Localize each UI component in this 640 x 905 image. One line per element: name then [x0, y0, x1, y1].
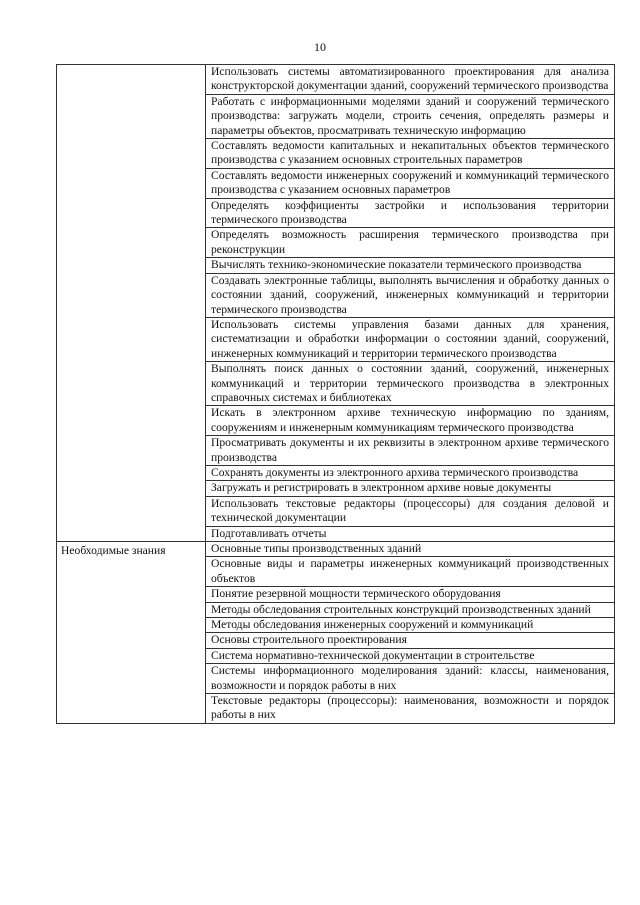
page-number: 10 [314, 40, 326, 54]
list-item: Основы строительного проектирования [206, 632, 614, 647]
list-item: Определять возможность расширения термического производства при реконструкции [206, 227, 614, 257]
row-items [206, 65, 615, 542]
list-item: Использовать системы автоматизированного проектирования для анализа конструкторской документации зданий, сооружений термического производства [211, 65, 609, 93]
row-label [57, 65, 206, 542]
list-item: Подготавливать отчеты [206, 526, 614, 541]
list-item: Методы обследования строительных конструкций производственных зданий [206, 602, 614, 617]
list-item: Загружать и регистрировать в электронном архиве новые документы [206, 480, 614, 495]
row-items [206, 542, 615, 724]
list-item: Составлять ведомости капитальных и некапитальных объектов термического производства с указанием основных строительных параметров [206, 138, 614, 168]
list-item: Текстовые редакторы (процессоры): наименования, возможности и порядок работы в них [206, 693, 614, 723]
row-label-required-knowledge: Необходимые знания [57, 542, 206, 724]
list-item: Основные типы производственных зданий [211, 542, 422, 555]
list-item: Вычислять технико-экономические показатели термического производства [206, 257, 614, 272]
list-item: Определять коэффициенты застройки и использования территории термического производства [206, 198, 614, 228]
list-item: Составлять ведомости инженерных сооружений и коммуникаций термического производства с указанием основных параметров [206, 168, 614, 198]
list-item: Системы информационного моделирования зданий: классы, наименования, возможности и порядок работы в них [206, 663, 614, 693]
list-item: Использовать текстовые редакторы (процессоры) для создания деловой и технической документации [206, 496, 614, 526]
list-item: Использовать системы управления базами данных для хранения, систематизации и обработки информации о состоянии зданий, сооружений, инженерных коммуникаций и территории термического производства [206, 317, 614, 361]
list-item: Система нормативно-технической документации в строительстве [206, 648, 614, 663]
list-item: Просматривать документы и их реквизиты в электронном архиве термического производства [206, 435, 614, 465]
table-row [57, 65, 615, 542]
list-item: Методы обследования инженерных сооружений и коммуникаций [206, 617, 614, 632]
table-body [57, 65, 615, 724]
list-item: Создавать электронные таблицы, выполнять вычисления и обработку данных о состоянии зданий, сооружений, инженерных коммуникаций и территории термического производства [206, 273, 614, 317]
table-row [57, 542, 615, 724]
list-item: Сохранять документы из электронного архива термического производства [206, 465, 614, 480]
list-item: Работать с информационными моделями зданий и сооружений термического производства: загружать модели, строить сечения, определять размеры и параметры объектов, просматривать техническую информацию [206, 94, 614, 138]
list-item: Выполнять поиск данных о состоянии зданий, сооружений, инженерных коммуникаций и территории термического производства в электронных справочных системах и библиотеках [206, 361, 614, 405]
list-item: Основные виды и параметры инженерных коммуникаций производственных объектов [206, 556, 614, 586]
list-item: Искать в электронном архиве техническую информацию по зданиям, сооружениям и инженерным коммуникациям термического производства [206, 405, 614, 435]
list-item: Понятие резервной мощности термического оборудования [206, 586, 614, 601]
skills-knowledge-table [56, 64, 615, 724]
